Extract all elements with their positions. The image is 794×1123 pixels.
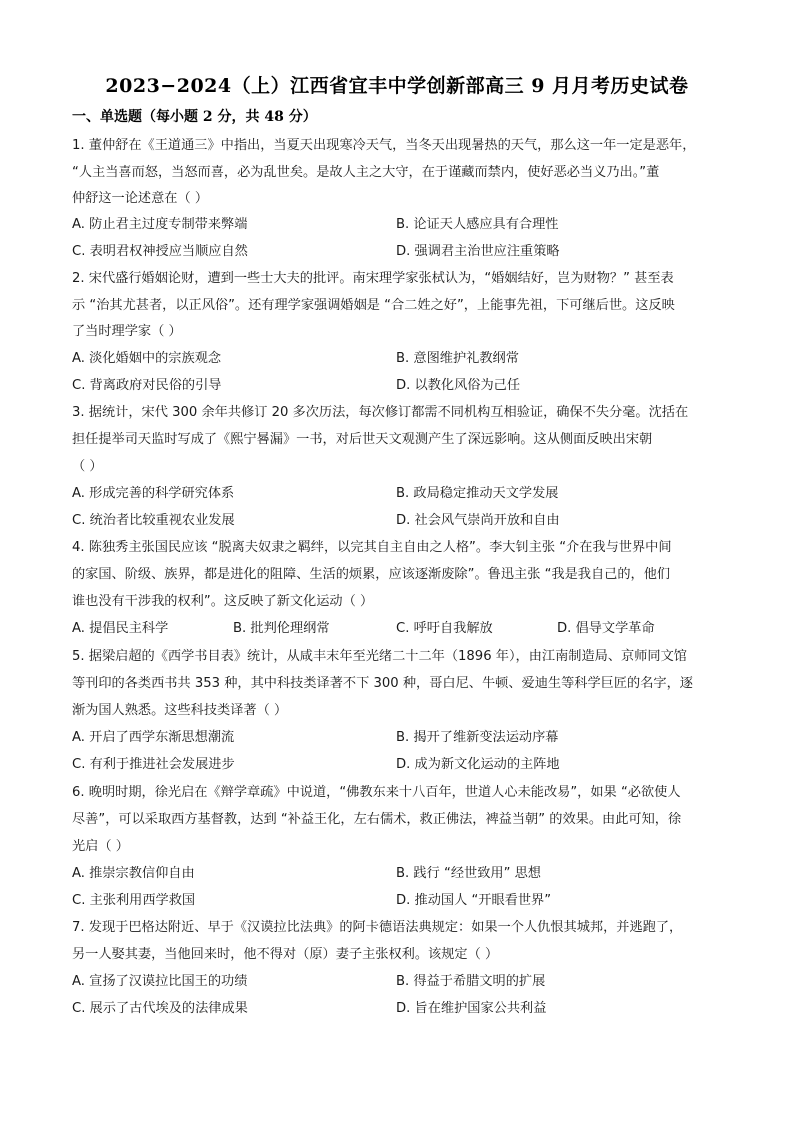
question-7-option-c: C. 展示了古代埃及的法律成果 (72, 1001, 248, 1016)
question-3-option-d: D. 社会风气崇尚开放和自由 (396, 513, 560, 528)
question-3-line-2: 担任提举司天监时写成了《熙宁晷漏》一书，对后世天文观测产生了深远影响。这从侧面反映出宋朝 (72, 432, 653, 447)
question-5-option-c: C. 有利于推进社会发展进步 (72, 757, 235, 772)
question-4-line-1: 4. 陈独秀主张国民应该 “脱离夫奴隶之羁绊，以完其自主自由之人格”。李大钊主张 “介在我与世界中间 (72, 540, 672, 555)
exam-title: 2023−2024（上）江西省宜丰中学创新部高三 9 月月考历史试卷 (105, 75, 689, 97)
question-1-option-b: B. 论证天人感应具有合理性 (396, 217, 559, 232)
question-1-line-2: “人主当喜而怒，当怒而喜，必为乱世矣。是故人主之大守，在于谨藏而禁内，使好恶必当义乃出。”董 (72, 165, 660, 180)
question-2-option-d: D. 以教化风俗为己任 (396, 378, 521, 393)
question-7-line-1: 7. 发现于巴格达附近、早于《汉谟拉比法典》的阿卡德语法典规定：如果一个人仇恨其城邦，并逃跑了， (72, 920, 683, 935)
question-1-option-c: C. 表明君权神授应当顺应自然 (72, 244, 248, 259)
question-1-line-1: 1. 董仲舒在《王道通三》中指出，当夏天出现寒冷天气，当冬天出现暑热的天气，那么这一年一定是恶年， (72, 138, 696, 153)
question-2-option-c: C. 背离政府对民俗的引导 (72, 378, 222, 393)
question-4-option-d: D. 倡导文学革命 (557, 621, 655, 636)
section-heading: 一、单选题（每小题 2 分，共 48 分） (72, 109, 317, 125)
question-5-option-a: A. 开启了西学东渐思想潮流 (72, 730, 235, 745)
question-5-line-3: 渐为国人熟悉。这些科技类译著（ ） (72, 703, 288, 718)
question-3-option-c: C. 统治者比较重视农业发展 (72, 513, 235, 528)
question-5-line-2: 等刊印的各类西书共 353 种，其中科技类译著不下 300 种，哥白尼、牛顿、爱迪生等科学巨匠的名字，逐 (72, 676, 693, 691)
question-4-line-3: 谁也没有干涉我的权利”。这反映了新文化运动（ ） (72, 594, 374, 609)
question-6-option-c: C. 主张利用西学救国 (72, 893, 196, 908)
question-4-option-c: C. 呼吁自我解放 (396, 621, 493, 636)
question-6-option-a: A. 推崇宗教信仰自由 (72, 866, 195, 881)
question-6-line-3: 光启（ ） (72, 839, 129, 854)
question-2-line-2: 示 “治其尤甚者，以正风俗”。还有理学家强调婚姻是 “合二姓之好”，上能事先祖，下可继后世。这反映 (72, 298, 675, 313)
question-7-option-d: D. 旨在维护国家公共利益 (396, 1001, 547, 1016)
question-5-line-1: 5. 据梁启超的《西学书目表》统计，从咸丰末年至光绪二十二年（1896 年），由江南制造局、京师同文馆 (72, 649, 687, 664)
question-6-option-d: D. 推动国人 “开眼看世界” (396, 893, 552, 908)
question-3-option-a: A. 形成完善的科学研究体系 (72, 486, 235, 501)
question-4-line-2: 的家国、阶级、族界，都是进化的阻障、生活的烦累，应该逐渐废除”。鲁迅主张 “我是我自己的，他们 (72, 567, 671, 582)
question-2-line-1: 2. 宋代盛行婚姻论财，遭到一些士大夫的批评。南宋理学家张栻认为，“婚姻结好，岂为财物？” 甚至表 (72, 271, 674, 286)
question-7-option-a: A. 宣扬了汉谟拉比国王的功绩 (72, 974, 248, 989)
question-7-line-2: 另一人娶其妻，当他回来时，他不得对（原）妻子主张权利。该规定（ ） (72, 947, 499, 962)
question-6-option-b: B. 践行 “经世致用” 思想 (396, 866, 541, 881)
question-6-line-1: 6. 晚明时期，徐光启在《辩学章疏》中说道，“佛教东来十八百年，世道人心未能改易”，如果 “必欲使人 (72, 785, 681, 800)
question-2-line-3: 了当时理学家（ ） (72, 324, 182, 339)
question-7-option-b: B. 得益于希腊文明的扩展 (396, 974, 546, 989)
question-2-option-a: A. 淡化婚姻中的宗族观念 (72, 351, 222, 366)
question-3-line-1: 3. 据统计，宋代 300 余年共修订 20 多次历法，每次修订都需不同机构互相验证，确保不失分毫。沈括在 (72, 405, 689, 420)
question-2-option-b: B. 意图维护礼教纲常 (396, 351, 519, 366)
question-5-option-b: B. 揭开了维新变法运动序幕 (396, 730, 559, 745)
question-3-option-b: B. 政局稳定推动天文学发展 (396, 486, 559, 501)
question-5-option-d: D. 成为新文化运动的主阵地 (396, 757, 560, 772)
question-6-line-2: 尽善”，可以采取西方基督教，达到 “补益王化，左右儒术，救正佛法，裨益当朝” 的效果。由此可知，徐 (72, 812, 682, 827)
question-3-line-3: （ ） (72, 459, 103, 474)
question-1-option-a: A. 防止君主过度专制带来弊端 (72, 217, 248, 232)
question-1-option-d: D. 强调君主治世应注重策略 (396, 244, 560, 259)
question-1-line-3: 仲舒这一论述意在（ ） (72, 191, 209, 206)
question-4-option-b: B. 批判伦理纲常 (233, 621, 330, 636)
question-4-option-a: A. 提倡民主科学 (72, 621, 169, 636)
